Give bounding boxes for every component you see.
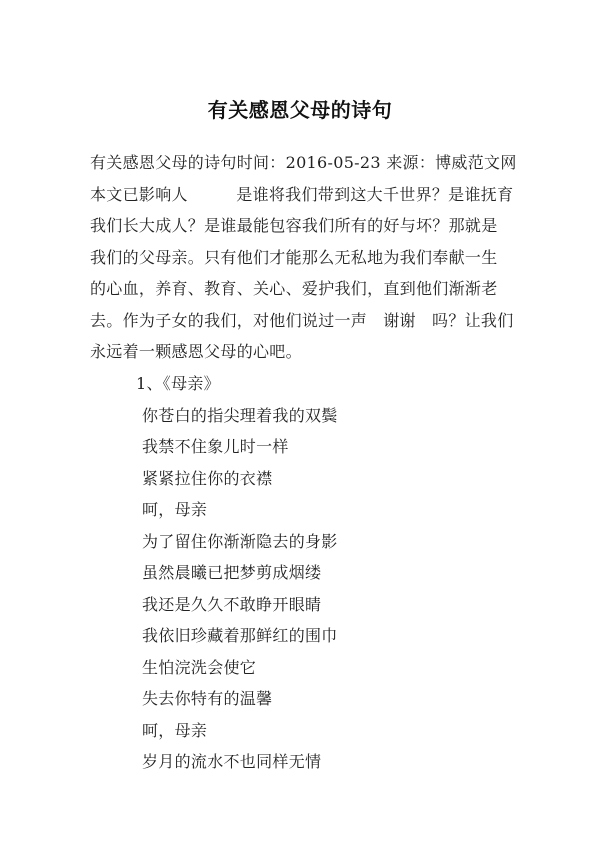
- document-title: 有关感恩父母的诗句: [207, 98, 393, 122]
- intro-line: 本文已影响人 是谁将我们带到这大千世界？是谁抚育: [90, 184, 514, 204]
- poem-verse: 我禁不住象儿时一样: [142, 437, 289, 456]
- poem-section: [136, 368, 522, 778]
- poem-verse: 岁月的流水不也同样无情: [142, 752, 322, 771]
- intro-line: 我们的父母亲。只有他们才能那么无私地为我们奉献一生: [90, 247, 498, 267]
- poem-verse: 呵，母亲: [142, 500, 208, 519]
- intro-line: 永远着一颗感恩父母的心吧。: [90, 342, 302, 361]
- poem-verse: 呵，母亲: [142, 720, 208, 740]
- poem-verse: 为了留住你渐渐隐去的身影: [142, 531, 338, 551]
- poem-verse: 失去你特有的温馨: [142, 689, 273, 708]
- intro-line: 的心血，养育、教育、关心、爱护我们，直到他们渐渐老: [90, 279, 498, 298]
- poem-verse: 我还是久久不敢睁开眼睛: [142, 594, 322, 614]
- intro-paragraph: [90, 147, 517, 368]
- poem-verse: 我依旧珍藏着那鲜红的围巾: [142, 626, 338, 645]
- intro-line: 去。作为子女的我们，对他们说过一声 谢谢 吗？让我们: [90, 310, 514, 330]
- poem-verse: 你苍白的指尖理着我的双鬓: [142, 405, 338, 425]
- intro-line: 有关感恩父母的诗句时间：2016-05-23 来源：博威范文网: [90, 153, 517, 172]
- intro-line: 我们长大成人？是谁最能包容我们所有的好与坏？那就是: [90, 216, 498, 235]
- poem-verse: 虽然晨曦已把梦剪成烟缕: [142, 563, 322, 582]
- poem-heading: 1、《母亲》: [136, 374, 220, 393]
- poem-verse: 生怕浣洗会使它: [142, 657, 257, 677]
- poem-verse: 紧紧拉住你的衣襟: [142, 468, 273, 488]
